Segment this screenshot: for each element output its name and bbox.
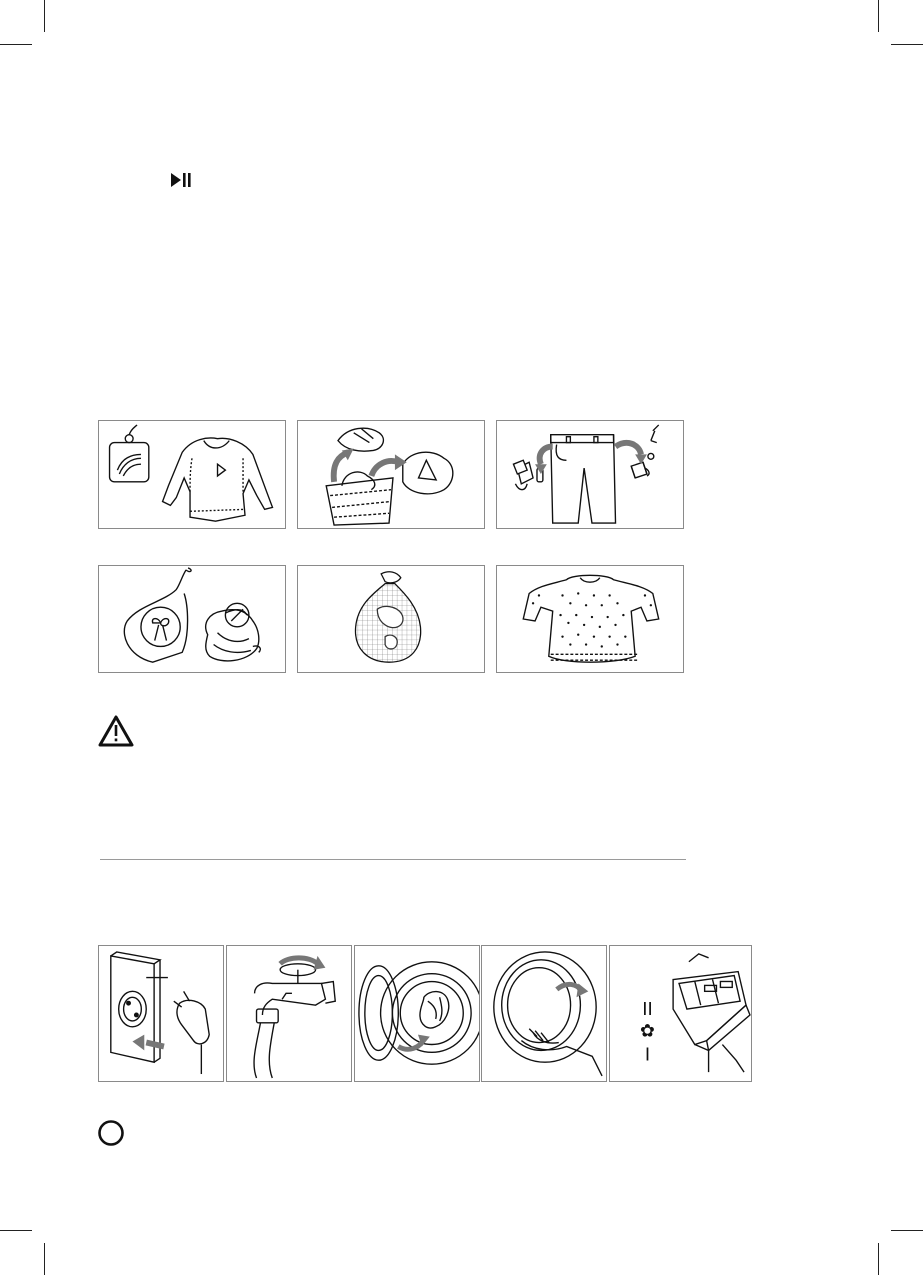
compartment-label-prewash: I xyxy=(644,1045,651,1066)
compartment-label-softener: ✿ xyxy=(640,1021,655,1042)
crop-mark xyxy=(0,1230,32,1231)
compartment-label-main-wash: II xyxy=(642,999,653,1020)
play-pause-icon xyxy=(170,172,192,188)
crop-mark xyxy=(878,1243,879,1275)
warning-triangle-icon xyxy=(97,714,135,748)
section-divider xyxy=(100,859,686,860)
figure-detergent-drawer xyxy=(609,945,752,1082)
figure-empty-pockets xyxy=(496,420,684,529)
figure-open-water-tap xyxy=(226,945,352,1082)
figure-load-drum xyxy=(354,945,480,1082)
figure-sort-laundry xyxy=(297,420,485,529)
info-circle-icon xyxy=(97,1119,125,1147)
crop-mark xyxy=(44,1243,45,1275)
crop-mark xyxy=(891,44,923,45)
crop-mark xyxy=(878,0,879,32)
figure-close-door xyxy=(481,945,607,1082)
figure-pilled-sweater xyxy=(496,565,684,673)
crop-mark xyxy=(891,1230,923,1231)
crop-mark xyxy=(44,0,45,32)
figure-laundry-bag-tie xyxy=(98,565,286,673)
figure-care-label-sweater xyxy=(98,420,286,529)
figure-mesh-laundry-bag xyxy=(297,565,485,673)
crop-mark xyxy=(0,44,32,45)
figure-plug-into-socket xyxy=(98,945,224,1082)
